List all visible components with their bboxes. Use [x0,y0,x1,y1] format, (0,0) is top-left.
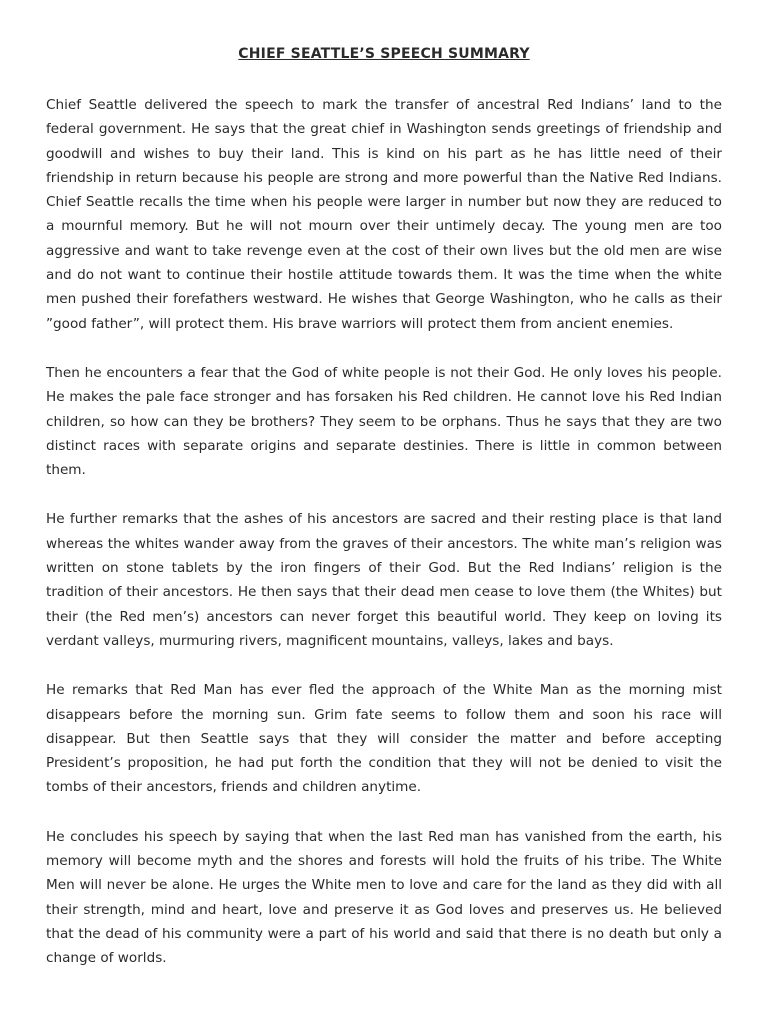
paragraph-4: He remarks that Red Man has ever fled the approach of the White Man as the morning mist disappears before the morning sun. Grim fate seems to follow them and soon his race will disappear. But then Seattle says that they will consider the matter and before accepting President’s proposition, he had put forth the condition that they will not be denied to visit the tombs of their ancestors, friends and children anytime. [46,682,722,796]
paragraph-5: He concludes his speech by saying that when the last Red man has vanished from the earth, his memory will become myth and the shores and forests will hold the fruits of his tribe. The White Men will never be alone. He urges the White men to love and care for the land as they did with all their strength, mind and heart, love and preserve it as God loves and preserves us. He believed that the dead of his community were a part of his world and said that there is no death but only a change of worlds. [46,828,722,967]
document-body [46,93,722,996]
paragraph-1: Chief Seattle delivered the speech to mark the transfer of ancestral Red Indians’ land to the federal government. He says that the great chief in Washington sends greetings of friendship and goodwill and wishes to buy their land. This is kind on his part as he has little need of their friendship in return because his people are strong and more powerful than the Native Red Indians. Chief Seattle recalls the time when his people were larger in number but now they are reduced to a mournful memory. But he will not mourn over their untimely decay. The young men are too aggressive and want to take revenge even at the cost of their own lives but the old men are wise and do not want to continue their hostile attitude towards them. It was the time when the white men pushed their forefathers westward. He wishes that George Washington, who he calls as their ”good father”, will protect them. His brave warriors will protect them from ancient enemies. [46,97,722,332]
paragraph-3: He further remarks that the ashes of his ancestors are sacred and their resting place is that land whereas the whites wander away from the graves of their ancestors. The white man’s religion was written on stone tablets by the iron fingers of their God. But the Red Indians’ religion is the tradition of their ancestors. He then says that their dead men cease to love them (the Whites) but their (the Red men’s) ancestors can never forget this beautiful world. They keep on loving its verdant valleys, murmuring rivers, magnificent mountains, valleys, lakes and bays. [46,511,722,649]
document-title: CHIEF SEATTLE’S SPEECH SUMMARY [238,46,530,62]
paragraph-2: Then he encounters a fear that the God of white people is not their God. He only loves his people. He makes the pale face stronger and has forsaken his Red children. He cannot love his Red Indian children, so how can they be brothers? They seem to be orphans. Thus he says that they are two distinct races with separate origins and separate destinies. There is little in common between them. [46,364,722,479]
